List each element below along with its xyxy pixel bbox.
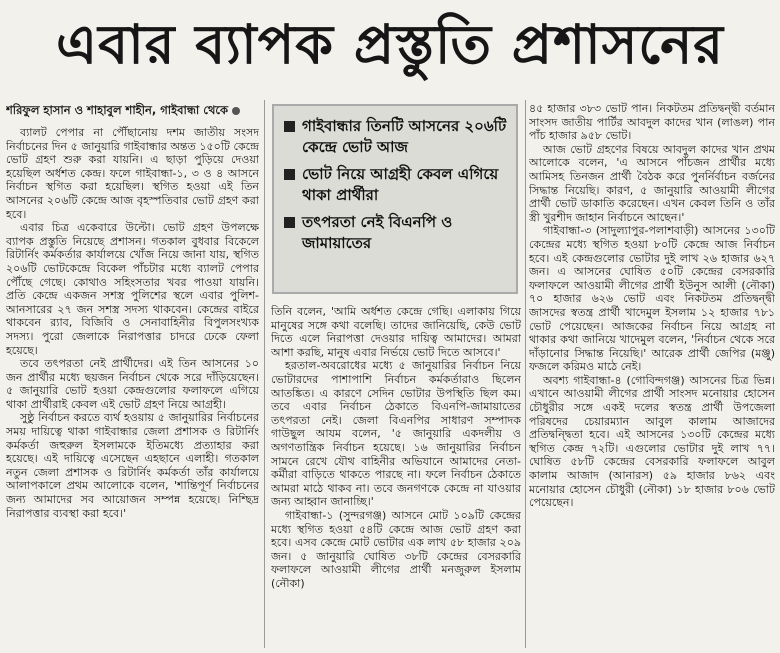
- highlight-item: [284, 116, 508, 158]
- paragraph: হরতাল-অবরোধের মধ্যে ৫ জানুয়ারির নির্বাচন নিয়ে ভোটারদের পাশাপাশি নির্বাচন কর্মকর্তারাও ছিলেন আতঙ্কিত। এ কারণে সেদিন ভোটার উপস্থিতি ছিল কম। তবে এবার নির্বাচন ঠেকাতে বিএনপি-জামায়াতের তৎপরতা নেই। জেলা বিএনপির সাধারণ সম্পাদক গাউছুল আযম বলেন, '৫ জানুয়ারি একদলীয় ও অগণতান্ত্রিক নির্বাচন হয়েছে। ১৬ জানুয়ারির নির্বাচন সামনে রেখে যৌথ বাহিনীর অভিযানে আমাদের নেতা-কর্মীরা বাড়িতে থাকতে পারছে না। ফলে নির্বাচন ঠেকাতে আমরা মাঠে থাকব না। তবে জনগণকে কেন্দ্রে না যাওয়ার জন্য আহ্বান জানাচ্ছি।': [271, 359, 521, 509]
- highlight-text: ভোট নিয়ে আগ্রহী কেবল এগিয়ে থাকা প্রার্থীরা: [302, 165, 499, 204]
- column-divider: [525, 100, 526, 648]
- square-bullet-icon: [284, 169, 295, 180]
- paragraph: তবে তৎপরতা নেই প্রার্থীদের। এই তিন আসনের ১০ জন প্রার্থীর মধ্যে ছয়জন নির্বাচন থেকে সরে দাঁড়িয়েছেন। ৫ জানুয়ারি ভোট হওয়া কেন্দ্রগুলোর ফলাফলে এগিয়ে থাকা প্রার্থীরাই কেবল এই ভোট গ্রহণ নিয়ে আগ্রহী।: [6, 357, 259, 411]
- square-bullet-icon: [284, 121, 295, 132]
- paragraph: সুষ্ঠু নির্বাচন করতে ব্যর্থ হওয়ায় ৫ জানুয়ারির নির্বাচনের সময় দায়িত্বে থাকা গাইবান্ধার জেলা প্রশাসক ও রিটার্নিং কর্মকর্তা জহুরুল ইসলামকে ইতিমধ্যে প্রত্যাহার করা হয়েছে। এই দায়িত্বে এসেছেন এহছানে এলাহী। গতকাল নতুন জেলা প্রশাসক ও রিটার্নিং কর্মকর্তা তাঁর কার্যালয়ে আলাপকালে প্রথম আলোকে বলেন, 'শান্তিপূর্ণ নির্বাচনের জন্য আমাদের সব আয়োজন সম্পন্ন হয়েছে। নিশ্ছিদ্র নিরাপত্তার ব্যবস্থা করা হবে।': [6, 411, 259, 520]
- square-bullet-icon: [284, 217, 295, 228]
- paragraph: অবশ্য গাইবান্ধা-৪ (গোবিন্দগঞ্জ) আসনের চিত্র ভিন্ন। এখানে আওয়ামী লীগের প্রার্থী সাংসদ মনোয়ার হোসেন চৌধুরীর সঙ্গে একই দলের স্বতন্ত্র প্রার্থী উপজেলা পরিষদের চেয়ারম্যান আবুল কালাম আজাদের প্রতিদ্বন্দ্বিতা হবে। এই আসনের ১৩০টি কেন্দ্রের মধ্যে স্থগিত কেন্দ্র ৭২টি। এগুলোর ভোটার দুই লাখ ৭৭। ঘোষিত ৫৮টি কেন্দ্রের বেসরকারি ফলাফলে আবুল কালাম আজাদ (আনারস) ৫৯ হাজার ৮৬২ এবং মনোয়ার হোসেন চৌধুরী (নৌকা) ১৮ হাজার ৮০৬ ভোট পেয়েছেন।: [529, 373, 775, 510]
- highlight-box: [272, 104, 518, 294]
- highlight-item: [284, 212, 508, 254]
- byline: [6, 100, 261, 122]
- article-column-3: [529, 102, 775, 648]
- column-divider: [264, 100, 265, 648]
- paragraph: আজ ভোট গ্রহণের বিষয়ে আবদুল কাদের খান প্রথম আলোকে বলেন, 'এ আসনে পাঁচজন প্রার্থীর মধ্যে আমিসহ তিনজন প্রার্থী বৈঠক করে পুনর্নির্বাচন বর্জনের সিদ্ধান্ত নিয়েছি। কারণ, ৫ জানুয়ারি আওয়ামী লীগের প্রার্থী ভোট ডাকাতি করেছেন। এখন কেবল তিনি ও তাঁর স্ত্রী খুরশীদ জাহান নির্বাচনে আছেন।': [529, 142, 775, 224]
- highlight-item: [284, 164, 508, 206]
- paragraph: তিনি বলেন, 'আমি অর্ধশত কেন্দ্রে গেছি। এলাকায় গিয়ে মানুষের সঙ্গে কথা বলেছি। তাদের জানিয়েছি, কেউ ভোট দিতে এলে নিরাপত্তা দেওয়ার দায়িত্ব আমাদের। আমরা আশা করছি, মানুষ এবার নির্ভয়ে ভোট দিতে আসবে।': [271, 305, 521, 359]
- article-column-1: [6, 126, 259, 648]
- highlight-text: গাইবান্ধার তিনটি আসনের ২০৬টি কেন্দ্রে ভোট আজ: [302, 117, 507, 156]
- article-column-2: [271, 305, 521, 647]
- paragraph: ব্যালট পেপার না পৌঁছানোয় দশম জাতীয় সংসদ নির্বাচনের দিন ৫ জানুয়ারি গাইবান্ধার অন্তত ১৫০টি কেন্দ্রে ভোট গ্রহণ শুরু করা যায়নি। এ ছাড়া পুড়িয়ে দেওয়া হয়েছিল অর্ধশত কেন্দ্র। ফলে গাইবান্ধা-১, ৩ ও ৪ আসনে নির্বাচন স্থগিত করা হয়েছিল। স্থগিত হওয়া এই তিন আসনের ২০৬টি কেন্দ্রে আজ বৃহস্পতিবার ভোট গ্রহণ করা হবে।: [6, 126, 259, 221]
- headline: এবার ব্যাপক প্রস্তুতি প্রশাসনের: [55, 13, 725, 76]
- byline-text: শরিফুল হাসান ও শাহাবুল শাহীন, গাইবান্ধা থেকে: [6, 102, 229, 117]
- paragraph: গাইবান্ধা-১ (সুন্দরগঞ্জ) আসনে মোট ১০৯টি কেন্দ্রের মধ্যে স্থগিত হওয়া ৫৪টি কেন্দ্রে আজ ভোট গ্রহণ করা হবে। এসব কেন্দ্রে মোট ভোটার এক লাখ ৫৮ হাজার ২০৯ জন। ৫ জানুয়ারি ঘোষিত ৩৮টি কেন্দ্রের বেসরকারি ফলাফলে আওয়ামী লীগের প্রার্থী মনজুরুল ইসলাম (নৌকা): [271, 508, 521, 590]
- paragraph: গাইবান্ধা-৩ (সাদুল্যাপুর-পলাশবাড়ী) আসনের ১৩০টি কেন্দ্রের মধ্যে স্থগিত হওয়া ৮০টি কেন্দ্রে আজ নির্বাচন হবে। এই কেন্দ্রগুলোর ভোটার দুই লাখ ২৬ হাজার ৬২৭ জন। এ আসনের ঘোষিত ৫০টি কেন্দ্রের বেসরকারি ফলাফলে আওয়ামী লীগের প্রার্থী ইউনুস আলী (নৌকা) ৭০ হাজার ৬২৬ ভোট এবং নিকটতম প্রতিদ্বন্দ্বী জাসদের স্বতন্ত্র প্রার্থী খাদেমুল ইসলাম ১২ হাজার ৭৮১ ভোট পেয়েছেন। আজকের নির্বাচন নিয়ে আগ্রহ না থাকার কথা জানিয়ে খাদেমুল বলেন, 'নির্বাচন থেকে সরে দাঁড়ানোর সিদ্ধান্ত নিয়েছি।' আরেক প্রার্থী জেপির (মঞ্জু) ফজলে করিমও মাঠে নেই।: [529, 224, 775, 374]
- paragraph: ৪৫ হাজার ৩৮৩ ভোট পান। নিকটতম প্রতিদ্বন্দ্বী বর্তমান সাংসদ জাতীয় পার্টির আবদুল কাদের খান (লাঙল) পান পাঁচ হাজার ৯৫৮ ভোট।: [529, 102, 775, 143]
- paragraph: এবার চিত্র একেবারে উল্টো। ভোট গ্রহণ উপলক্ষে ব্যাপক প্রস্তুতি নিয়েছে প্রশাসন। গতকাল বুধবার বিকেলে রিটার্নিং কর্মকর্তার কার্যালয়ে খোঁজ নিয়ে জানা যায়, স্থগিত ২০৬টি ভোটকেন্দ্রে বিকেল পাঁচটার মধ্যে ব্যালট পেপার পৌঁছে গেছে। কোথাও সহিংসতার খবর পাওয়া যায়নি। প্রতি কেন্দ্রে একজন সশস্ত্র পুলিশের স্থলে এবার পুলিশ-আনসারের ২৭ জন সশস্ত্র সদস্য থাকবেন। কেন্দ্রের বাইরে থাকবেন র‍্যাব, বিজিবি ও সেনাবাহিনীর বিপুলসংখ্যক সদস্য। পুরো জেলাকে নিরাপত্তার চাদরে ঢেকে ফেলা হয়েছে।: [6, 221, 259, 357]
- byline-bullet-icon: [232, 107, 240, 115]
- highlight-text: তৎপরতা নেই বিএনপি ও জামায়াতের: [302, 213, 453, 252]
